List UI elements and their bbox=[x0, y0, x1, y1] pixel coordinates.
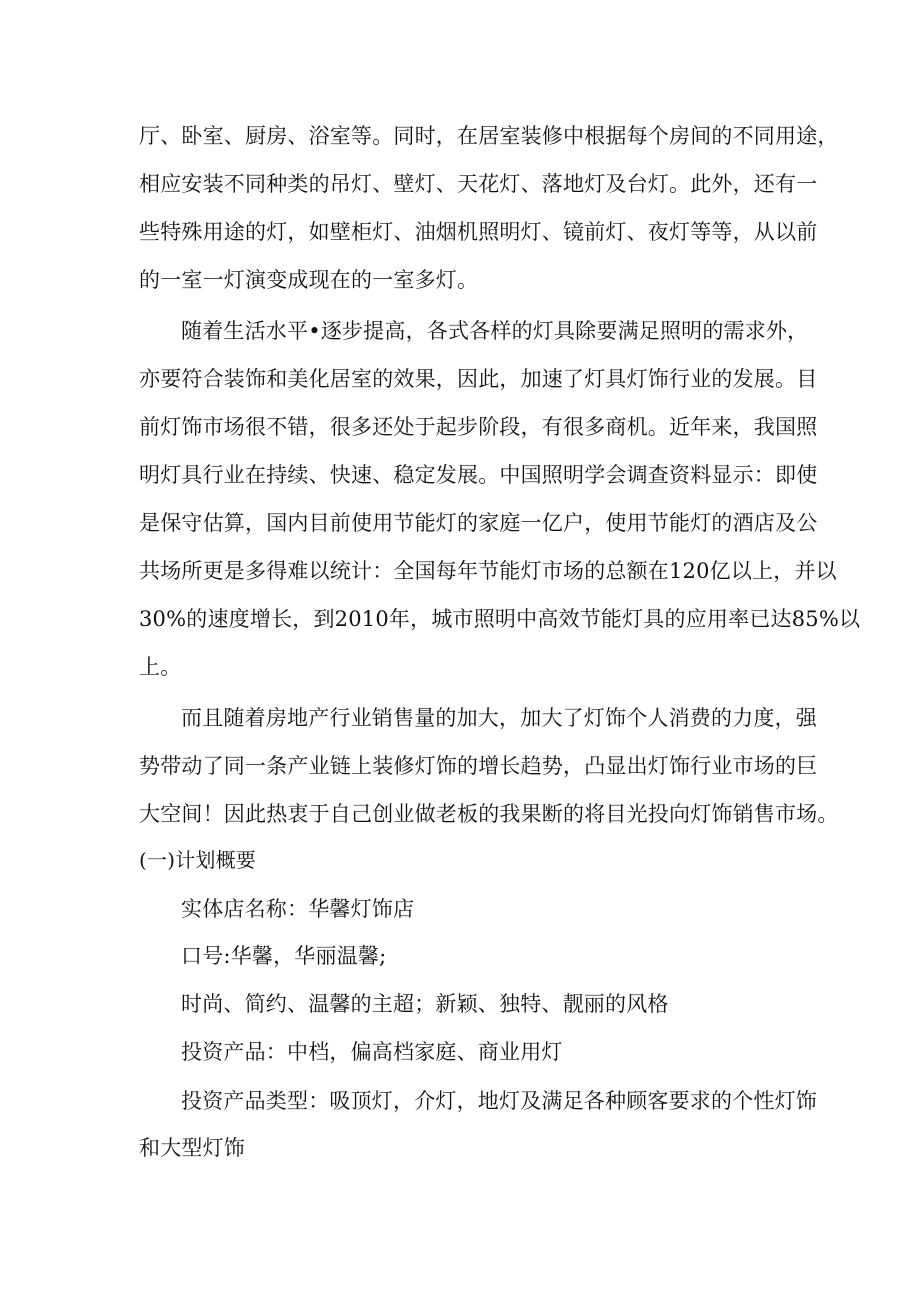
paragraph-1-line-2: 相应安装不同种类的吊灯、壁灯、天花灯、落地灯及台灯。此外，还有一 bbox=[139, 172, 818, 196]
paragraph-1-line-1: 厅、卧室、厨房、浴室等。同时，在居室装修中根据每个房间的不同用途， bbox=[139, 124, 839, 148]
paragraph-2-line-8: 上。 bbox=[139, 655, 182, 679]
plan-item-style: 时尚、简约、温馨的主超；新颖、独特、靓丽的风格 bbox=[181, 992, 669, 1016]
paragraph-3-line-2: 势带动了同一条产业链上装修灯饰的增长趋势，凸显出灯饰行业市场的巨 bbox=[139, 754, 818, 778]
paragraph-2-line-1: 随着生活水平•逐步提高，各式各样的灯具除要满足照明的需求外， bbox=[181, 319, 809, 343]
plan-item-product-types-line-2: 和大型灯饰 bbox=[139, 1136, 245, 1160]
paragraph-2-line-7: 30%的速度增长，到2010年，城市照明中高效节能灯具的应用率已达85%以 bbox=[139, 607, 861, 631]
paragraph-2-line-6: 共场所更是多得难以统计：全国每年节能灯市场的总额在120亿以上，并以 bbox=[139, 559, 837, 583]
paragraph-3-line-3: 大空间！因此热衷于自己创业做老板的我果断的将目光投向灯饰销售市场。 bbox=[139, 802, 839, 826]
plan-item-slogan: 口号:华馨，华丽温馨; bbox=[181, 944, 387, 968]
plan-item-products: 投资产品：中档，偏高档家庭、商业用灯 bbox=[181, 1040, 563, 1064]
paragraph-2-line-3: 前灯饰市场很不错，很多还处于起步阶段，有很多商机。近年来，我国照 bbox=[139, 415, 818, 439]
paragraph-2-line-2: 亦要符合装饰和美化居室的效果，因此，加速了灯具灯饰行业的发展。目 bbox=[139, 367, 818, 391]
paragraph-1-line-3: 些特殊用途的灯，如壁柜灯、油烟机照明灯、镜前灯、夜灯等等，从以前 bbox=[139, 220, 818, 244]
paragraph-2-line-5: 是保守估算，国内目前使用节能灯的家庭一亿户，使用节能灯的酒店及公 bbox=[139, 511, 818, 535]
paragraph-2-line-4: 明灯具行业在持续、快速、稳定发展。中国照明学会调查资料显示：即使 bbox=[139, 463, 818, 487]
section-heading: (一)计划概要 bbox=[139, 848, 257, 872]
plan-item-product-types-line-1: 投资产品类型：吸顶灯，介灯，地灯及满足各种顾客要求的个性灯饰 bbox=[181, 1089, 817, 1113]
paragraph-1-line-4: 的一室一灯演变成现在的一室多灯。 bbox=[139, 268, 479, 292]
plan-item-store-name: 实体店名称：华馨灯饰店 bbox=[181, 897, 415, 921]
paragraph-3-line-1: 而且随着房地产行业销售量的加大，加大了灯饰个人消费的力度，强 bbox=[181, 706, 817, 730]
